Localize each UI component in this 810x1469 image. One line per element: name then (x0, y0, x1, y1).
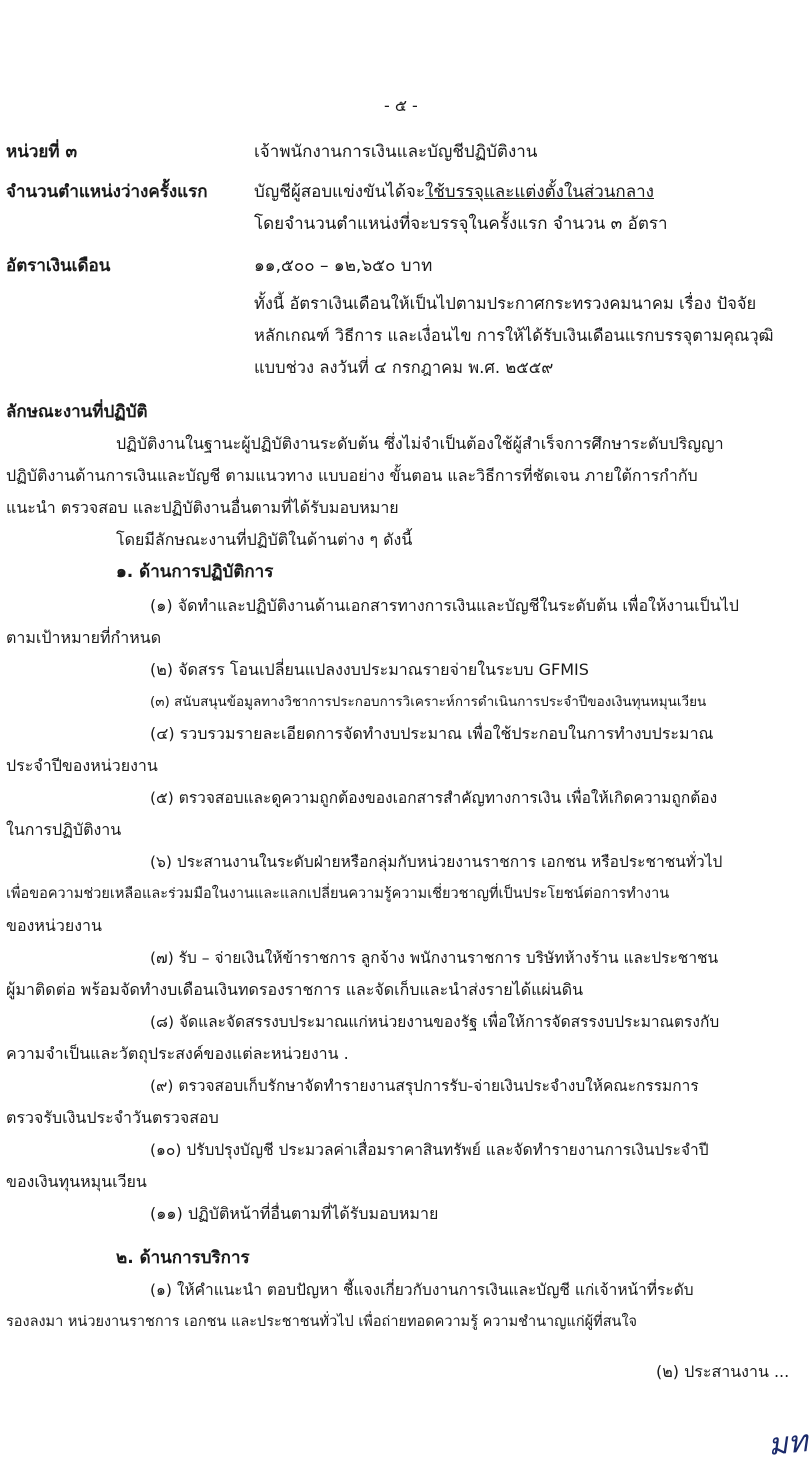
section2-line: (๑) ให้คำแนะนำ ตอบปัญหา ชี้แจงเกี่ยวกับงานการเงินและบัญชี แก่เจ้าหน้าที่ระดับ (150, 1281, 694, 1299)
duties-intro-line: ปฏิบัติงานด้านการเงินและบัญชี ตามแนวทาง แบบอย่าง ขั้นตอน และวิธีการที่ชัดเจน ภายใต้การกำกับ (6, 466, 698, 485)
duties-heading: ลักษณะงานที่ปฏิบัติ (6, 402, 148, 422)
section1-line: (๗) รับ – จ่ายเงินให้ข้าราชการ ลูกจ้าง พนักงานราชการ บริษัทห้างร้าน และประชาชน (150, 949, 719, 967)
positions-line2: โดยจำนวนตำแหน่งที่จะบรรจุในครั้งแรก จำนวน ๓ อัตรา (254, 214, 668, 234)
section1-line: ของหน่วยงาน (6, 916, 102, 935)
section1-line: (๑๐) ปรับปรุงบัญชี ประมวลค่าเสื่อมราคาสินทรัพย์ และจัดทำรายงานการเงินประจำปี (150, 1141, 709, 1159)
handwritten-initials-signature: มท (766, 1424, 810, 1463)
section1-line: (๒) จัดสรร โอนเปลี่ยนแปลงงบประมาณรายจ่ายในระบบ GFMIS (150, 660, 589, 679)
section1-line: ในการปฏิบัติงาน (6, 820, 122, 839)
section1-line: ความจำเป็นและวัตถุประสงค์ของแต่ละหน่วยงาน . (6, 1044, 349, 1063)
section1-line: เพื่อขอความช่วยเหลือและร่วมมือในงานและแลกเปลี่ยนความรู้ความเชี่ยวชาญที่เป็นประโยชน์ต่อการทำงาน (6, 886, 670, 902)
section1-line: (๘) จัดและจัดสรรงบประมาณแก่หน่วยงานของรัฐ เพื่อให้การจัดสรรงบประมาณตรงกับ (150, 1013, 720, 1031)
positions-line1 (254, 180, 654, 204)
section1-line: (๕) ตรวจสอบและดูความถูกต้องของเอกสารสำคัญทางการเงิน เพื่อให้เกิดความถูกต้อง (150, 789, 718, 807)
section1-line: ตรวจรับเงินประจำวันตรวจสอบ (6, 1108, 219, 1127)
section1-line: (๓) สนับสนุนข้อมูลทางวิชาการประกอบการวิเคราะห์การดำเนินการประจำปีของเงินทุนหมุนเวียน (150, 694, 707, 710)
page-number: - ๕ - (384, 96, 418, 115)
section2-line: รองลงมา หน่วยงานราชการ เอกชน และประชาชนทั่วไป เพื่อถ่ายทอดความรู้ ความชำนาญแก่ผู้ที่สนใจ (6, 1314, 638, 1330)
salary-note-line: แบบช่วง ลงวันที่ ๔ กรกฎาคม พ.ศ. ๒๕๕๙ (254, 358, 554, 377)
section1-line: (๖) ประสานงานในระดับฝ่ายหรือกลุ่มกับหน่วยงานราชการ เอกชน หรือประชาชนทั่วไป (150, 853, 723, 871)
unit-value: เจ้าพนักงานการเงินและบัญชีปฏิบัติงาน (254, 142, 538, 162)
salary-note-line: หลักเกณฑ์ วิธีการ และเงื่อนไข การให้ได้รับเงินเดือนแรกบรรจุตามคุณวุฒิ (254, 326, 774, 345)
section1-line: (๙) ตรวจสอบเก็บรักษาจัดทำรายงานสรุปการรับ-จ่ายเงินประจำงบให้คณะกรรมการ (150, 1077, 699, 1095)
unit-label: หน่วยที่ ๓ (6, 142, 78, 162)
section1-line: ผู้มาติดต่อ พร้อมจัดทำงบเดือนเงินทดรองราชการ และจัดเก็บและนำส่งรายได้แผ่นดิน (6, 980, 584, 999)
section1-line: (๑๑) ปฏิบัติหน้าที่อื่นตามที่ได้รับมอบหมาย (150, 1204, 439, 1223)
duties-intro-line: โดยมีลักษณะงานที่ปฏิบัติในด้านต่าง ๆ ดังนี้ (116, 530, 413, 549)
section2-title: ๒. ด้านการบริการ (116, 1248, 250, 1268)
duties-intro-line: ปฏิบัติงานในฐานะผู้ปฏิบัติงานระดับต้น ซึ่งไม่จำเป็นต้องใช้ผู้สำเร็จการศึกษาระดับปริญญา (116, 434, 724, 453)
salary-note-line: ทั้งนี้ อัตราเงินเดือนให้เป็นไปตามประกาศกระทรวงคมนาคม เรื่อง ปัจจัย (254, 294, 757, 313)
section1-line: ประจำปีของหน่วยงาน (6, 756, 158, 775)
salary-label: อัตราเงินเดือน (6, 256, 111, 276)
section1-title: ๑. ด้านการปฏิบัติการ (116, 562, 274, 582)
duties-intro-line: แนะนำ ตรวจสอบ และปฏิบัติงานอื่นตามที่ได้รับมอบหมาย (6, 498, 399, 517)
salary-amount: ๑๑,๕๐๐ – ๑๒,๖๕๐ บาท (254, 256, 433, 276)
positions-line1-text: บัญชีผู้สอบแข่งขันได้จะ (254, 182, 425, 202)
continued-text: (๒) ประสานงาน ... (656, 1362, 790, 1381)
positions-label: จำนวนตำแหน่งว่างครั้งแรก (6, 182, 208, 202)
section1-line: ตามเป้าหมายที่กำหนด (6, 628, 162, 647)
section1-line: (๑) จัดทำและปฏิบัติงานด้านเอกสารทางการเงินและบัญชีในระดับต้น เพื่อให้งานเป็นไป (150, 596, 739, 615)
positions-underlined-text: ใช้บรรจุและแต่งตั้งในส่วนกลาง (424, 182, 654, 202)
section1-line: ของเงินทุนหมุนเวียน (6, 1172, 147, 1191)
section1-line: (๔) รวบรวมรายละเอียดการจัดทำงบประมาณ เพื่อใช้ประกอบในการทำงบประมาณ (150, 724, 714, 743)
